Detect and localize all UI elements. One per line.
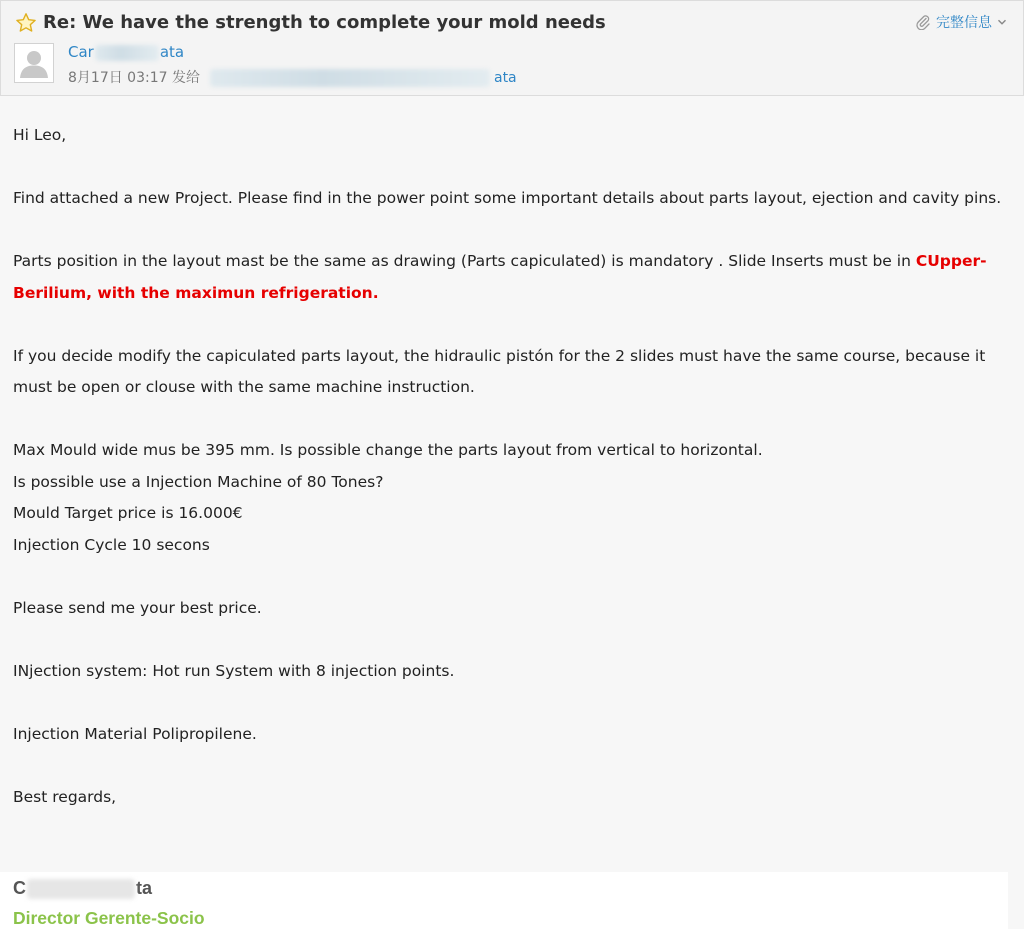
user-silhouette-icon [15, 44, 53, 82]
redacted-blur [210, 69, 490, 87]
body-text: Parts position in the layout mast be the same as drawing (Parts capiculated) is mandatory . Slide Inserts must be in [13, 252, 916, 270]
sent-to-label: 发给 [171, 70, 200, 86]
body-line: Injection Cycle 10 secons [13, 535, 210, 554]
full-info-label: 完整信息 [936, 15, 992, 31]
body-line: Max Mould wide mus be 395 mm. Is possible change the parts layout from vertical to horizontal. [13, 441, 763, 459]
highlighted-text: CUpper- [915, 252, 987, 270]
signature-name [13, 878, 152, 899]
chevron-down-icon [997, 17, 1007, 27]
body-paragraph [13, 246, 1013, 309]
body-paragraph: Injection Material Polipropilene. [13, 724, 257, 743]
body-paragraph: If you decide modify the capiculated parts layout, the hidraulic pistón for the 2 slides must have the same course, because it must be open or clouse with the same machine instruction. [13, 346, 986, 396]
body-paragraph: INjection system: Hot run System with 8 injection points. [13, 661, 455, 680]
email-meta [68, 67, 517, 87]
body-greeting: Hi Leo, [13, 126, 67, 144]
highlighted-text: Berilium, with the maximun refrigeration. [13, 283, 379, 302]
email-signature [0, 872, 1008, 929]
sender-name-suffix: ata [159, 43, 185, 61]
signature-name-prefix: C [13, 878, 26, 898]
star-icon[interactable] [14, 11, 38, 35]
email-body [13, 120, 1013, 845]
body-closing: Best regards, [13, 787, 117, 806]
signature-name-suffix: ta [136, 878, 153, 898]
paperclip-icon [915, 14, 931, 30]
redacted-blur [95, 45, 159, 61]
sender-name-prefix: Car [68, 43, 94, 61]
signature-title: Director Gerente-Socio [13, 908, 205, 928]
email-subject: Re: We have the strength to complete your mold needs [43, 12, 606, 33]
redacted-blur [27, 879, 135, 899]
body-line: Mould Target price is 16.000€ [13, 504, 243, 522]
full-info-button[interactable] [915, 12, 1007, 32]
recipient-name[interactable]: ata [493, 70, 517, 86]
body-paragraph: Find attached a new Project. Please find in the power point some important details about parts layout, ejection and cavity pins. [13, 189, 1002, 207]
body-paragraph: Please send me your best price. [13, 598, 262, 617]
email-date: 8月17日 03:17 [68, 70, 168, 86]
sender-name[interactable] [68, 43, 184, 61]
email-header [0, 0, 1024, 96]
body-line: Is possible use a Injection Machine of 80 Tones? [13, 472, 384, 491]
sender-avatar[interactable] [14, 43, 54, 83]
